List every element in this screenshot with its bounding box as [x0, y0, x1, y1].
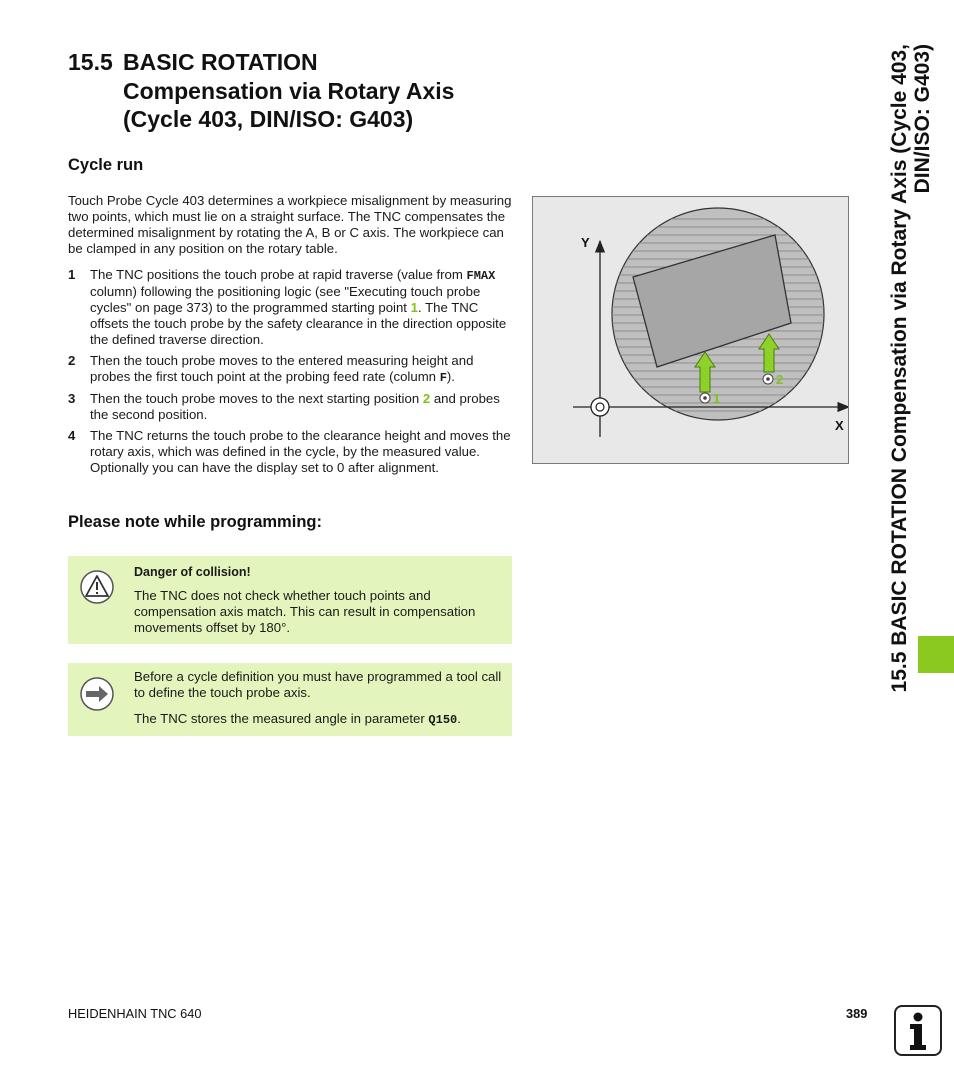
steps-list	[68, 267, 513, 481]
section-number: 15.5	[68, 49, 113, 75]
datum-symbol	[591, 398, 609, 416]
title-line-1: BASIC ROTATION	[123, 49, 318, 75]
arrow-right-icon	[80, 677, 114, 715]
point-ref-2: 2	[422, 391, 431, 406]
step-number: 2	[68, 353, 76, 368]
step-item	[68, 428, 513, 476]
step-text: The TNC positions the touch probe at rapid traverse (value from FMAX column) following the positioning logic (see "Executing touch probe cycles" on page 373) to the programmed starting point 1. The TNC offsets the touch probe by the safety clearance in the direction opposite the defined traverse direction.	[90, 267, 507, 347]
step-text: Then the touch probe moves to the entered measuring height and probes the first touch point at the probing feed rate (column F).	[90, 353, 474, 385]
step-item	[68, 353, 513, 386]
warning-text: The TNC does not check whether touch points and compensation axis match. This can result in compensation movements offset by 180°.	[134, 588, 476, 635]
cycle-run-heading: Cycle run	[68, 156, 144, 174]
page-title	[68, 48, 454, 134]
programming-heading: Please note while programming:	[68, 513, 322, 531]
title-line-2: Compensation via Rotary Axis	[123, 77, 455, 104]
chapter-tab	[918, 636, 954, 673]
warning-box	[68, 556, 512, 644]
x-axis-label: X	[835, 418, 844, 433]
step-number: 3	[68, 391, 76, 406]
step-text: The TNC returns the touch probe to the clearance height and moves the rotary axis, which was defined in the cycle, by the measured value. Optionally you can have the display set to 0 after alignment.	[90, 428, 511, 475]
step-number: 4	[68, 428, 76, 443]
info-content	[134, 669, 502, 738]
code-fmax: FMAX	[466, 269, 496, 283]
y-axis-label: Y	[581, 235, 590, 250]
footer-product: HEIDENHAIN TNC 640	[68, 1006, 202, 1021]
step-text: Then the touch probe moves to the next starting position 2 and probes the second position.	[90, 391, 500, 422]
code-f: F	[439, 371, 447, 385]
sidebar-section-title	[888, 44, 954, 824]
warning-content	[134, 564, 502, 646]
point-label-1: 1	[713, 391, 721, 406]
rotary-table-diagram	[533, 197, 848, 463]
intro-paragraph: Touch Probe Cycle 403 determines a workpiece misalignment by measuring two points, which must lie on a straight surface. The TNC compensates the determined misalignment by rotating the A, B or C axis. The workpiece can be clamped in any position on the rotary table.	[68, 193, 512, 256]
info-text-1: Before a cycle definition you must have programmed a tool call to define the touch probe axis.	[134, 669, 502, 700]
step-item	[68, 267, 513, 348]
warning-title: Danger of collision!	[134, 565, 251, 579]
touch-point-1	[700, 393, 710, 403]
touch-point-2	[763, 374, 773, 384]
sidebar-title-line-1: 15.5 BASIC ROTATION Compensation via Rotary Axis (Cycle 403,	[888, 44, 911, 693]
info-icon	[894, 1005, 942, 1056]
step-item	[68, 391, 513, 423]
diagram-figure	[532, 196, 849, 464]
point-ref-1: 1	[410, 300, 418, 315]
info-text-2: The TNC stores the measured angle in parameter Q150.	[134, 711, 461, 727]
title-line-3: (Cycle 403, DIN/ISO: G403)	[123, 106, 414, 132]
page-number: 389	[846, 1006, 868, 1021]
code-q150: Q150	[428, 713, 458, 727]
point-label-2: 2	[776, 372, 784, 387]
warning-icon	[80, 570, 114, 608]
info-box	[68, 663, 512, 736]
step-number: 1	[68, 267, 76, 282]
sidebar-title-line-2: DIN/ISO: G403)	[911, 44, 934, 194]
cycle-run-intro	[68, 193, 513, 257]
